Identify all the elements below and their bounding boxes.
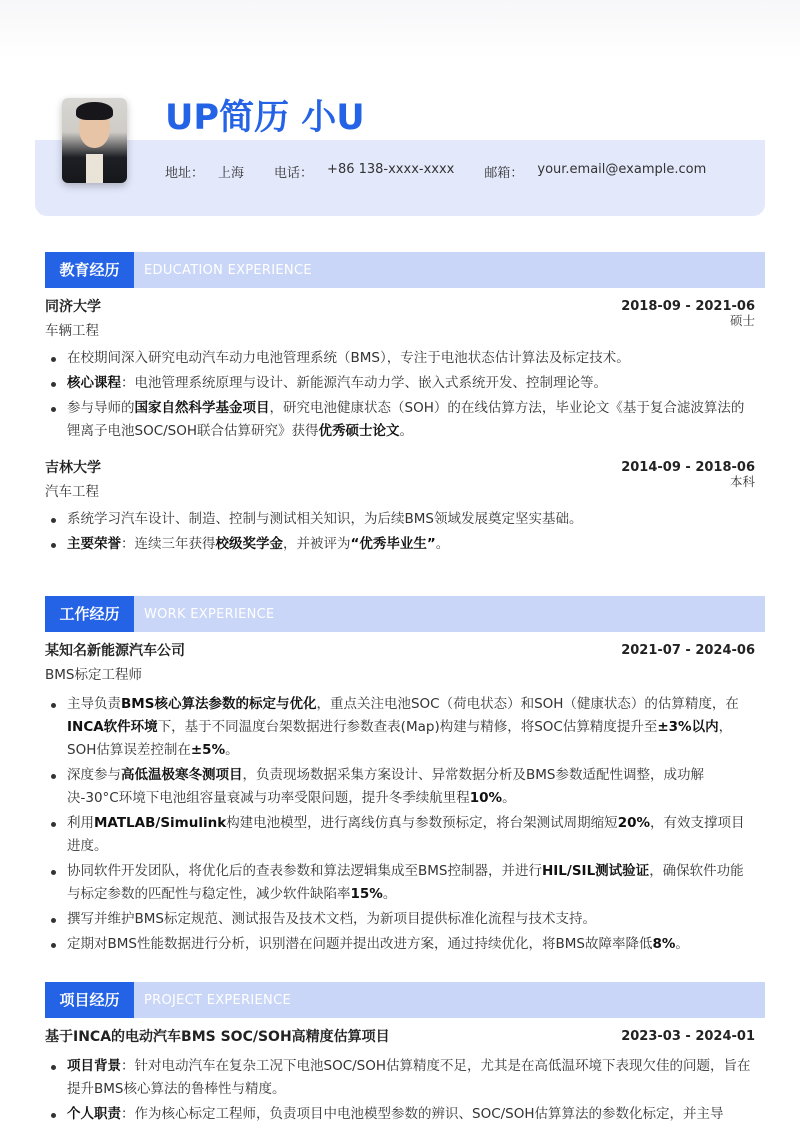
text: 深度参与 <box>67 767 121 783</box>
degree: 本科 <box>729 474 755 489</box>
bullet-item <box>45 908 755 931</box>
section-header-project <box>45 982 765 1018</box>
email-value: your.email@example.com <box>537 162 707 177</box>
text: 。 <box>382 886 397 902</box>
text: ，研究电池健康状态（SOH）的在线估算方法，毕业论文《基于复合滤波算法的锂离子电池SOC/SOH联合估算研究》获得 <box>67 400 745 439</box>
bold-text: INCA软件环境 <box>67 719 158 735</box>
date-range: 2021-07 - 2024-06 <box>621 643 755 658</box>
text: ，SOH估算误差控制在 <box>67 719 733 758</box>
project-name: 基于INCA的电动汽车BMS SOC/SOH高精度估算项目 <box>45 1029 390 1045</box>
section-header-work <box>45 596 765 632</box>
text: 撰写并维护BMS标定规范、测试报告及技术文档，为新项目提供标准化流程与技术支持。 <box>67 911 596 927</box>
contact-info <box>165 162 736 181</box>
bold-text: 高低温极寒冬测项目 <box>121 767 243 783</box>
bold-text: “优秀毕业生” <box>350 536 436 552</box>
work-entry <box>45 639 755 958</box>
bold-text: ±3%以内 <box>657 719 719 735</box>
bold-text: 15% <box>350 886 383 902</box>
text: 下，基于不同温度台架数据进行参数查表(Map)构建与精修，将SOC估算精度提升至 <box>157 719 658 735</box>
text: ，重点关注电池SOC（荷电状态）和SOH（健康状态）的估算精度，在 <box>316 696 739 712</box>
text: 。 <box>435 536 450 552</box>
education-entry <box>45 295 755 445</box>
bold-text: BMS核心算法参数的标定与优化 <box>121 696 317 712</box>
text: ，并被评为 <box>283 536 351 552</box>
date-range: 2018-09 - 2021-06 <box>621 299 755 314</box>
bullet-item <box>45 860 755 906</box>
bold-text: MATLAB/Simulink <box>94 815 227 831</box>
text: 。 <box>502 790 516 806</box>
text: ，确保软件功能与标定参数的匹配性与稳定性，减少软件缺陷率 <box>67 863 744 902</box>
phone-value: +86 138-xxxx-xxxx <box>327 162 455 177</box>
school-name: 吉林大学 <box>45 460 101 476</box>
bullet-item <box>45 764 755 810</box>
text: ：电池管理系统原理与设计、新能源汽车动力学、嵌入式系统开发、控制理论等。 <box>121 375 607 391</box>
major: 车辆工程 <box>45 323 99 339</box>
section-subtitle: PROJECT EXPERIENCE <box>144 992 291 1008</box>
bold-text: HIL/SIL测试验证 <box>541 863 650 879</box>
bold-text: 核心课程 <box>67 375 121 391</box>
text: 。 <box>225 742 239 758</box>
text: 构建电池模型，进行离线仿真与参数预标定，将台架测试周期缩短 <box>226 815 618 831</box>
address-label: 地址： <box>165 166 205 181</box>
bullet-item <box>45 812 755 858</box>
bullet-list <box>45 1055 755 1126</box>
bullet-item <box>45 397 755 443</box>
bullet-item <box>45 372 755 395</box>
photo-hair <box>76 102 113 120</box>
text: ，有效支撑项目进度。 <box>67 815 745 854</box>
job-title: BMS标定工程师 <box>45 667 142 683</box>
text: 在校期间深入研究电动汽车动力电池管理系统（BMS），专注于电池状态估计算法及标定技术。 <box>67 350 630 366</box>
bullet-list <box>45 508 755 556</box>
company-name: 某知名新能源汽车公司 <box>45 643 185 659</box>
bold-text: 主要荣誉 <box>67 536 121 552</box>
text: 利用 <box>67 815 94 831</box>
text: 定期对BMS性能数据进行分析，识别潜在问题并提出改进方案，通过持续优化，将BMS故障率降低 <box>67 936 653 952</box>
phone-label: 电话： <box>274 166 314 181</box>
section-title: 工作经历 <box>45 596 134 632</box>
bold-text: 8% <box>652 936 676 952</box>
section-subtitle: EDUCATION EXPERIENCE <box>144 262 312 278</box>
section-title: 项目经历 <box>45 982 134 1018</box>
project-entry <box>45 1025 755 1128</box>
section-header-education <box>45 252 765 288</box>
bullet-item <box>45 1103 755 1126</box>
bold-text: 国家自然科学基金项目 <box>134 400 270 416</box>
section-title: 教育经历 <box>45 252 134 288</box>
bold-text: 10% <box>469 790 503 806</box>
bullet-item <box>45 533 755 556</box>
bold-text: 个人职责 <box>67 1106 121 1122</box>
bullet-list <box>45 693 755 956</box>
bold-text: 校级奖学金 <box>215 536 283 552</box>
bullet-item <box>45 1055 755 1101</box>
bullet-item <box>45 933 755 956</box>
text: 协同软件开发团队，将优化后的查表参数和算法逻辑集成至BMS控制器，并进行 <box>67 863 542 879</box>
section-subtitle: WORK EXPERIENCE <box>144 606 275 622</box>
date-range: 2023-03 - 2024-01 <box>621 1029 755 1044</box>
bold-text: 项目背景 <box>67 1058 121 1074</box>
education-entry <box>45 456 755 558</box>
text: 。 <box>675 936 689 952</box>
bold-text: 优秀硕士论文 <box>318 423 400 439</box>
bullet-item <box>45 508 755 531</box>
text: ：针对电动汽车在复杂工况下电池SOC/SOH估算精度不足，尤其是在高低温环境下表现欠佳的问题，旨在提升BMS核心算法的鲁棒性与精度。 <box>67 1058 751 1097</box>
text: 。 <box>399 423 414 439</box>
text: ：作为核心标定工程师，负责项目中电池模型参数的辨识、SOC/SOH估算算法的参数化标定，并主导 <box>121 1106 724 1122</box>
school-name: 同济大学 <box>45 299 101 315</box>
bullet-item <box>45 347 755 370</box>
degree: 硕士 <box>729 313 755 328</box>
bold-text: ±5% <box>190 742 226 758</box>
major: 汽车工程 <box>45 484 99 500</box>
photo-shirt <box>86 154 103 183</box>
address-value: 上海 <box>218 166 245 181</box>
bold-text: 20% <box>617 815 651 831</box>
email-label: 邮箱： <box>484 166 524 181</box>
text: 参与导师的 <box>67 400 135 416</box>
text: ：连续三年获得 <box>121 536 216 552</box>
profile-photo <box>62 98 127 183</box>
candidate-name: UP简历 小U <box>165 98 365 138</box>
bullet-list <box>45 347 755 443</box>
text: ，负责现场数据采集方案设计、异常数据分析及BMS参数适配性调整，成功解决-30°C环境下电池组容量衰减与功率受限问题，提升冬季续航里程 <box>67 767 704 806</box>
text: 系统学习汽车设计、制造、控制与测试相关知识，为后续BMS领域发展奠定坚实基础。 <box>67 511 583 527</box>
date-range: 2014-09 - 2018-06 <box>621 460 755 475</box>
text: 主导负责 <box>67 696 121 712</box>
bullet-item <box>45 693 755 762</box>
resume-header <box>35 62 765 216</box>
